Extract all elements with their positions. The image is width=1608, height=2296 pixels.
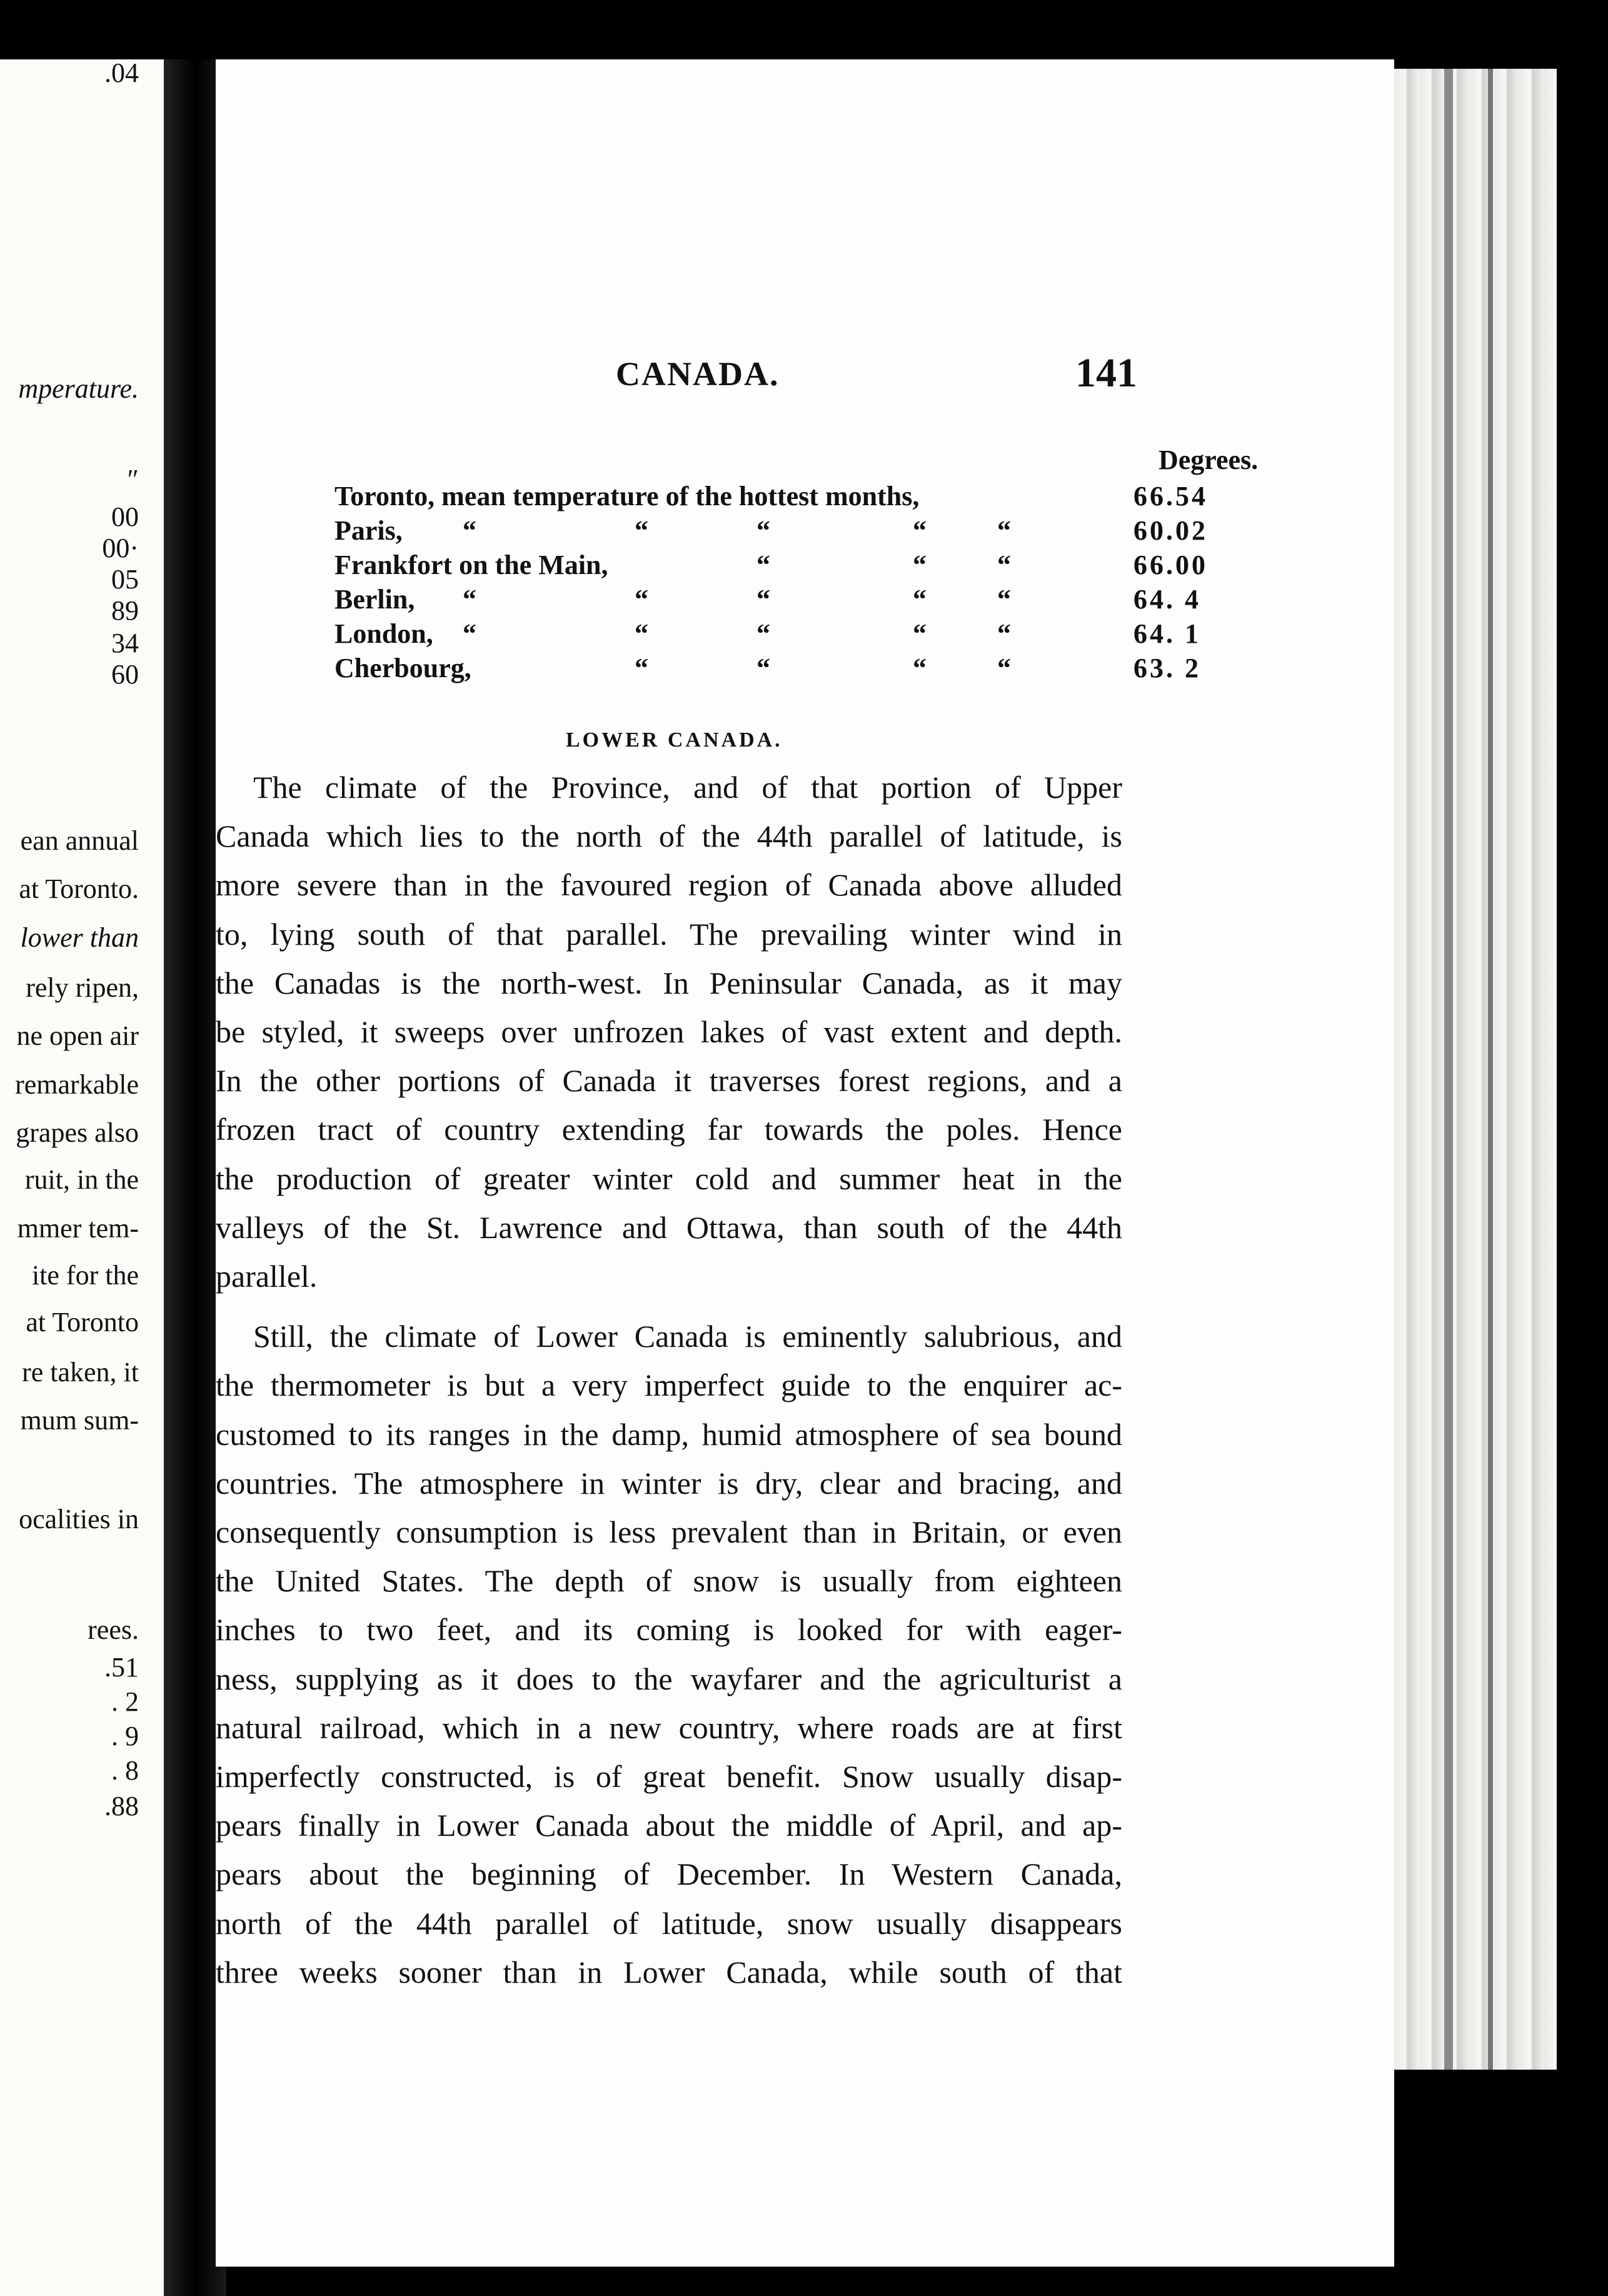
ditto-mark: “ [997,550,1011,580]
text-line: ness, supplying as it does to the wayfarer and the agriculturist a [216,1661,1122,1696]
facing-page-text: 00· [102,533,139,563]
ditto-mark: “ [913,653,927,683]
facing-page-text: . 9 [111,1721,139,1751]
temperature-value: 66.54 [1133,481,1208,511]
text-line: the thermometer is but a very imperfect guide to the enquirer ac- [216,1367,1122,1403]
facing-page-text: ″ [127,464,139,495]
facing-page-text: mum sum- [20,1405,139,1436]
temperature-value: 63. 2 [1133,653,1201,683]
facing-page-text: ruit, in the [24,1164,139,1195]
facing-page-text: remarkable [15,1069,139,1100]
text-line: the production of greater winter cold and summer heat in the [216,1161,1122,1196]
table-row [334,618,1272,652]
ditto-mark: “ [913,618,927,649]
ditto-mark: “ [913,550,927,580]
text-line: pears about the beginning of December. In Western Canada, [216,1856,1122,1892]
text-line: the Canadas is the north-west. In Peninsular Canada, as it may [216,965,1122,1000]
facing-page-text: ite for the [31,1260,139,1291]
text-line: Canada which lies to the north of the 44th parallel of latitude, is [216,818,1122,854]
facing-page-text: re taken, it [22,1357,139,1387]
page-edges [1394,69,1557,2070]
ditto-mark: “ [756,653,770,683]
text-line: north of the 44th parallel of latitude, snow usually disappears [216,1905,1122,1941]
text-line: consequently consumption is less prevalent than in Britain, or even [216,1514,1122,1549]
facing-page-text: mmer tem- [17,1213,139,1244]
text-line: inches to two feet, and its coming is looked for with eager- [216,1612,1122,1648]
facing-page-text: 89 [111,595,139,626]
text-line: pears finally in Lower Canada about the middle of April, and ap- [216,1808,1122,1843]
ditto-mark: “ [997,515,1011,546]
text-line: parallel. [216,1259,318,1294]
facing-page-text: ocalities in [19,1504,139,1534]
ditto-mark: “ [913,584,927,615]
temperature-value: 60.02 [1133,515,1208,546]
section-heading: LOWER CANADA. [566,728,783,752]
ditto-mark: “ [756,584,770,615]
table-row [334,583,1272,617]
place-name: London, [334,618,433,649]
facing-page-text: . 8 [111,1755,139,1786]
text-line: customed to its ranges in the damp, humid atmosphere of sea bound [216,1416,1122,1452]
ditto-mark: “ [463,515,476,546]
ditto-mark: “ [635,653,648,683]
text-line: countries. The atmosphere in winter is dry, clear and bracing, and [216,1465,1122,1501]
facing-page-text: . 2 [111,1686,139,1717]
facing-page-text: at Toronto. [19,874,139,904]
temperature-value: 64. 1 [1133,618,1201,649]
place-name: Cherbourg, [334,653,471,683]
facing-page-text: at Toronto [26,1307,139,1337]
place-name: Frankfort on the Main, [334,550,608,580]
facing-page-text: grapes also [16,1117,139,1148]
page-number: 141 [1075,350,1137,396]
facing-page-text: rely ripen, [26,972,139,1003]
text-line: to, lying south of that parallel. The prevailing winter wind in [216,916,1122,952]
place-name: Paris, [334,515,403,546]
ditto-mark: “ [635,584,648,615]
text-line: natural railroad, which in a new country, where roads are at first [216,1709,1122,1745]
text-line: be styled, it sweeps over unfrozen lakes of vast extent and depth. [216,1014,1122,1049]
facing-page-text: 60 [111,659,139,690]
place-name: Berlin, [334,584,415,615]
table-row [334,515,1272,548]
text-line: imperfectly constructed, is of great benefit. Snow usually disap- [216,1759,1122,1794]
ditto-mark: “ [913,515,927,546]
facing-page-text: mperature. [18,373,139,404]
facing-page-text: 05 [111,564,139,595]
facing-page-fragment [0,59,164,2296]
place-name: Toronto, mean temperature of the hottest months, [334,481,920,511]
book-page [216,59,1394,2267]
text-line: In the other portions of Canada it traverses forest regions, and a [216,1063,1122,1099]
text-line: Still, the climate of Lower Canada is eminently salubrious, and [253,1319,1122,1354]
scan-border [1557,0,1608,2296]
temperature-value: 64. 4 [1133,584,1201,615]
table-row [334,652,1272,686]
text-line: three weeks sooner than in Lower Canada, while south of that [216,1954,1122,1990]
temperature-value: 66.00 [1133,550,1208,580]
ditto-mark: “ [463,618,476,649]
facing-page-text: ean annual [20,825,139,856]
ditto-mark: “ [635,618,648,649]
table-row [334,549,1272,583]
ditto-mark: “ [756,515,770,546]
text-line: frozen tract of country extending far towards the poles. Hence [216,1112,1122,1147]
facing-page-text: lower than [20,922,139,953]
ditto-mark: “ [756,550,770,580]
ditto-mark: “ [463,584,476,615]
text-line: more severe than in the favoured region of Canada above alluded [216,867,1122,903]
ditto-mark: “ [756,618,770,649]
facing-page-text: .04 [104,59,139,88]
facing-page-text: rees. [88,1614,139,1645]
facing-page-text: 00 [111,501,139,532]
ditto-mark: “ [997,618,1011,649]
running-title: CANADA. [616,355,780,393]
table-row [334,480,1272,514]
ditto-mark: “ [997,584,1011,615]
text-line: the United States. The depth of snow is usually from eighteen [216,1563,1122,1599]
facing-page-text: ne open air [16,1020,139,1051]
ditto-mark: “ [997,653,1011,683]
facing-page-text: 34 [111,628,139,658]
text-line: valleys of the St. Lawrence and Ottawa, than south of the 44th [216,1209,1122,1245]
facing-page-text: .51 [104,1652,139,1683]
facing-page-text: .88 [104,1791,139,1821]
text-line: The climate of the Province, and of that portion of Upper [253,770,1122,805]
ditto-mark: “ [635,515,648,546]
degrees-column-header: Degrees. [1158,445,1259,475]
